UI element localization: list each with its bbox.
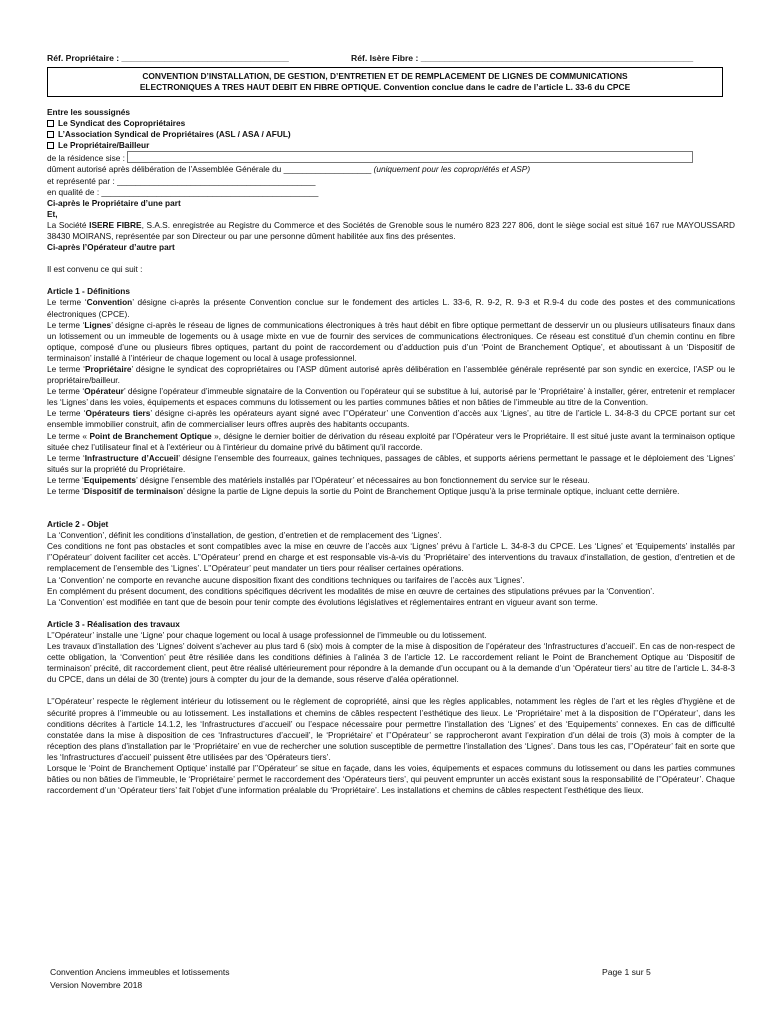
document-body: [47, 107, 735, 796]
title-line-2: ELECTRONIQUES A TRES HAUT DEBIT EN FIBRE OPTIQUE. Convention conclue dans le cadre de l’article L. 33-6 du CPCE: [139, 82, 631, 92]
title-line-1: CONVENTION D’INSTALLATION, DE GESTION, D’ENTRETIEN ET DE REMPLACEMENT DE LIGNES DE COMMUNICATIONS: [142, 71, 628, 81]
parties-intro: Entre les soussignés: [47, 107, 131, 117]
article-3-p3: L’’Opérateur’ respecte le règlement intérieur du lotissement ou le règlement de copropriété, ainsi que les règles applicables, notamment les règles de l’art et les règles d’hygiène et de sécurité propres à l’immeuble ou au lotissement. Les installations et chemins de câbles respectent l’esthétique des lieux. Le ‘Propriétaire’ met à la disposition de l’’Opérateur’, dans les conditions décrites à l’article 14.1.2, les ‘Infrastructures d’accueil’ ou l’espace nécessaire pour permettre l’installation des ‘Lignes’ et des ‘Equipements’ connexes. En cas de difficulté constatée dans la mise à disposition de ces ‘Infrastructures d’accueil’, le ‘Propriétaire’ et l’’Opérateur’ se rapprocheront avant l’expiration d’un délai de trois (3) mois à compter de la réception des plans d’installation par le ‘Propriétaire’ en vue de rechercher une solution susceptible de permettre l’installation des ‘Lignes’. Dans tous les cas, l’’Opérateur’ fait en sorte que les ‘Infrastructures d’accueil’ puissent être utilisées par des ‘Opérateurs tiers’.: [47, 696, 735, 762]
def-proprietaire: Le terme ‘Propriétaire’ désigne le syndicat des copropriétaires ou l’ASP dûment autorisé après délibération en l’assemblée générale représenté par son syndic en exercice, l’ASP ou le propriétaire/bailleur.: [47, 363, 735, 386]
convenu-line: Il est convenu ce qui suit :: [47, 264, 143, 275]
checkbox-icon[interactable]: [47, 131, 54, 138]
article-2-p5: La ‘Convention’ est modifiée en tant que de besoin pour tenir compte des évolutions législatives et réglementaires entrant en vigueur avant son terme.: [47, 596, 598, 607]
article-2-heading: Article 2 - Objet: [47, 519, 109, 530]
footer-left: [50, 966, 230, 992]
ref-isere-fibre: Réf. Isère Fibre : _________________________________________________________: [351, 53, 694, 63]
article-1-heading: Article 1 - Définitions: [47, 286, 130, 297]
def-convention: Le terme ‘Convention’ désigne ci-après la présente Convention conclue sur le fondement des articles L. 33-6, R. 9-2, R. 9-3 et R.9-4 du code des postes et des communications électroniques (CPCE).: [47, 297, 735, 319]
article-3-p1: L’’Opérateur’ installe une ‘Ligne’ pour chaque logement ou local à usage professionnel de l’immeuble ou du lotissement.: [47, 629, 487, 640]
article-3-p4: Lorsque le ‘Point de Branchement Optique’ installé par l’’Opérateur’ se situe en façade, dans les voies, équipements et espaces communs du lotissement ou dans les parties communes bâties ou non bâties de l’immeuble, le ‘Propriétaire’ permet le raccordement des ‘Opérateurs tiers’, qui peuvent emprunter un accès existant sous la responsabilité de l’’Opérateur’. Chaque raccordement d’un ‘Opérateur tiers’ fait l’objet d’une information préalable du ‘Propriétaire’. Les installations et chemins de câbles respectent l’esthétique des lieux.: [47, 762, 735, 796]
footer-version: Version Novembre 2018: [50, 980, 143, 990]
footer-document-name: Convention Anciens immeubles et lotissements: [50, 967, 230, 977]
residence-field[interactable]: [127, 151, 693, 163]
article-2-p1: La ‘Convention’, définit les conditions d’installation, de gestion, d’entretien et de remplacement des ‘Lignes’.: [47, 530, 442, 541]
def-lignes: Le terme ‘Lignes’ désigne ci-après le réseau de lignes de communications électroniques à très haut débit en fibre optique permettant de desservir un ou plusieurs utilisateurs finaux dans un lotissement ou un immeuble de logements ou à usage mixte en vue de fournir des services de communications électroniques. Ce réseau est constitué d’un chemin continu en fibre optique, composé d’une ou plusieurs fibres optiques, partant du point de raccordement ou d’adduction puis d’un ‘Point de Branchement Optique’, et aboutissant à un ‘Dispositif de terminaison’ installé à l’intérieur de chaque logement ou local à usage professionnel.: [47, 319, 736, 363]
article-3-p2: Les travaux d’installation des ‘Lignes’ doivent s’achever au plus tard 6 (six) mois à compter de la mise à disposition de l’opérateur des ‘Infrastructures d’accueil’. En cas de non-respect de cette obligation, la ‘Convention’ peut être résiliée dans les conditions définies à l’alinéa 3 de l’article 12. Le raccordement reliant le Point de Branchement Optique au ‘Dispositif de terminaison’ précité, dit raccordement client, peut être réalisé ultérieurement pour répondre à la demande d’un occupant ou à la demande d’un ‘Opérateur tiers’ au titre de l’article L. 34-8-3 du CPCE, dans un délai de 30 (trente) jours à compter du jour de la demande, sous réserve d’aléa opérationnel.: [47, 641, 735, 685]
article-2-p4: En complément du présent document, des conditions spécifiques décrivent les modalités de mise en œuvre de certaines des stipulations prévues par la ‘Convention’.: [47, 585, 655, 596]
def-infrastructure: Le terme ‘Infrastructure d’Accueil’ désigne l’ensemble des fourreaux, gaines techniques, passages de câbles, et supports aériens permettant le passage et le déploiement des ‘Lignes’ situés sur la propriété du Propriétaire.: [47, 452, 735, 474]
ref-proprietaire: Réf. Propriétaire : ___________________________________: [47, 53, 289, 63]
qualite-line: en qualité de : _______________________________________________: [47, 186, 319, 197]
ci-apres-proprietaire: Ci-après le Propriétaire d’une part: [47, 197, 181, 208]
article-3-heading: Article 3 - Réalisation des travaux: [47, 618, 180, 629]
represente-line: et représenté par : ___________________________________________: [47, 175, 316, 186]
et-label: Et,: [47, 208, 58, 219]
def-operateurs-tiers: Le terme ‘Opérateurs tiers’ désigne ci-après les opérateurs ayant signé avec l’’Opérateur’ une Convention d’accès aux ‘Lignes’, au titre de l’article L. 34-8-3 du CPCE portant sur cet ensemble immobilier construit, afin de commercialiser leurs offres auprès des habitants occupants.: [47, 408, 736, 430]
societe-paragraph: La Société ISERE FIBRE, S.A.S. enregistrée au Registre du Commerce et des Sociétés de Grenoble sous le numéro 823 227 806, dont le siège social est situé 167 rue MAYOUSSARD 38430 MOIRANS, représentée par son Directeur ou par une personne dûment habilitée aux fins des présentes.: [47, 219, 735, 242]
party-option-asl[interactable]: L’Association Syndical de Propriétaires (ASL / ASA / AFUL): [47, 129, 735, 140]
def-dispositif: Le terme ‘Dispositif de terminaison’ désigne la partie de Ligne depuis la sortie du Point de Branchement Optique jusqu’à la prise terminale optique, incluant cette dernière.: [47, 486, 680, 496]
footer-page-number: Page 1 sur 5: [602, 967, 651, 977]
party-option-syndicat[interactable]: Le Syndicat des Copropriétaires: [47, 118, 735, 129]
document-title: [47, 67, 723, 97]
checkbox-icon[interactable]: [47, 142, 54, 149]
article-2-p2: Ces conditions ne font pas obstacles et sont compatibles avec la mise en œuvre de l’accès aux ‘Lignes’ prévu à l’article L. 34-8-3 du CPCE. Les ‘Lignes’ et ‘Equipements’ installés par l’’Opérateur’ doivent faciliter cet accès. L’’Opérateur’ prend en charge et est responsable vis-à-vis du ‘Propriétaire’ des interventions du travaux d’installation, de gestion, d’entretien et de remplacement de l’ensemble des ‘Lignes’. L’’Opérateur’ peut mandater un tiers pour réaliser certaines opérations.: [47, 541, 735, 574]
def-operateur: Le terme ‘Opérateur’ désigne l’opérateur d’immeuble signataire de la Convention ou l’opérateur qui se substitue à lui, autorisé par le ‘Propriétaire’ à installer, gérer, entretenir et remplacer les ‘Lignes’ dans les voies, équipements et espaces communs du lotissement ou les parties communes bâties et non bâties de l’immeuble au titre de la Convention.: [47, 386, 735, 408]
autorisation-line: dûment autorisé après délibération de l’Assemblée Générale du ___________________ (uniquement pour les copropriétés et ASP): [47, 164, 531, 175]
ci-apres-operateur: Ci-après l’Opérateur d’autre part: [47, 242, 175, 253]
checkbox-icon[interactable]: [47, 120, 54, 127]
party-option-proprietaire[interactable]: Le Propriétaire/Bailleur: [47, 140, 735, 151]
article-2-p3: La ‘Convention’ ne comporte en revanche aucune disposition fixant des conditions techniques ou tarifaires de l’accès aux ‘Lignes’.: [47, 574, 525, 585]
residence-line: de la résidence sise :: [47, 151, 735, 164]
def-point-branchement: Le terme « Point de Branchement Optique », désigne le dernier boitier de dérivation du réseau exploité par l’Opérateur vers le Propriétaire. Il est situé juste avant la terminaison optique située chez l’utilisateur final et à l’extérieur ou à l’intérieur du domaine privé du bâtiment qu’il raccorde.: [47, 430, 735, 452]
def-equipements: Le terme ‘Equipements’ désigne l’ensemble des matériels installés par l’Opérateur’ et nécessaires au bon fonctionnement du service sur le réseau.: [47, 474, 590, 485]
